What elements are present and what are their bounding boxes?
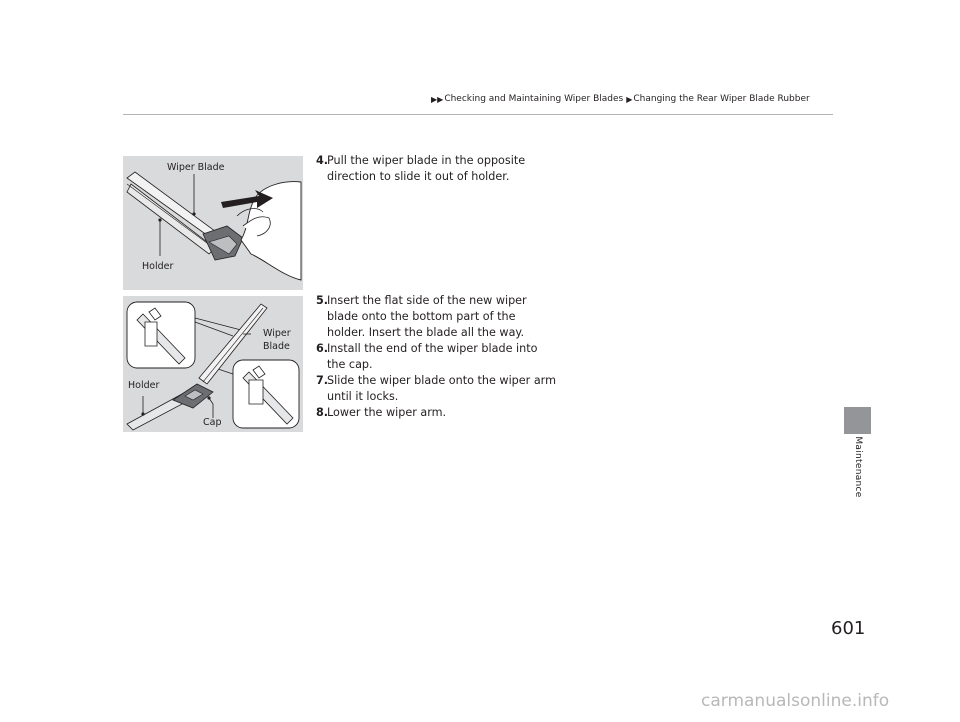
watermark: carmanualsonline.info — [701, 691, 890, 711]
figure-remove-blade — [123, 156, 303, 290]
label-wiper-blade: Wiper Blade — [167, 162, 225, 173]
header-rule — [123, 114, 833, 115]
breadcrumb — [431, 94, 813, 104]
step-list-remove — [316, 153, 546, 185]
breadcrumb-item[interactable]: Checking and Maintaining Wiper Blades — [444, 94, 624, 104]
step-item — [316, 373, 556, 405]
figure-install-blade — [123, 296, 303, 432]
step-text: Install the end of the wiper blade into the cap. — [327, 342, 538, 371]
breadcrumb-arrow-icon: ▶ — [626, 94, 633, 104]
step-number: 5. — [316, 294, 329, 307]
step-list-install — [316, 293, 556, 421]
step-text: Pull the wiper blade in the opposite direction to slide it out of holder. — [327, 154, 526, 183]
step-number: 4. — [316, 154, 329, 167]
breadcrumb-item[interactable]: Changing the Rear Wiper Blade Rubber — [633, 94, 810, 104]
label-cap: Cap — [203, 417, 222, 428]
label-wiper: Wiper — [263, 328, 291, 339]
step-item — [316, 153, 546, 185]
label-holder: Holder — [142, 261, 174, 272]
step-text: Slide the wiper blade onto the wiper arm until it locks. — [327, 374, 556, 403]
step-item — [316, 341, 556, 373]
step-item — [316, 405, 556, 421]
section-tab-label: Maintenance — [853, 436, 863, 498]
step-item — [316, 293, 556, 341]
breadcrumb-arrow-icon: ▶▶ — [431, 94, 444, 104]
wiper-install-illustration — [123, 296, 303, 432]
label-holder: Holder — [128, 380, 160, 391]
section-tab[interactable] — [844, 407, 871, 434]
label-blade: Blade — [263, 341, 290, 352]
page-number: 601 — [831, 618, 866, 639]
step-text: Lower the wiper arm. — [327, 406, 447, 419]
step-text: Insert the flat side of the new wiper blade onto the bottom part of the holder. Insert the blade all the way. — [327, 294, 527, 339]
step-number: 6. — [316, 342, 329, 355]
step-number: 8. — [316, 406, 329, 419]
step-number: 7. — [316, 374, 329, 387]
